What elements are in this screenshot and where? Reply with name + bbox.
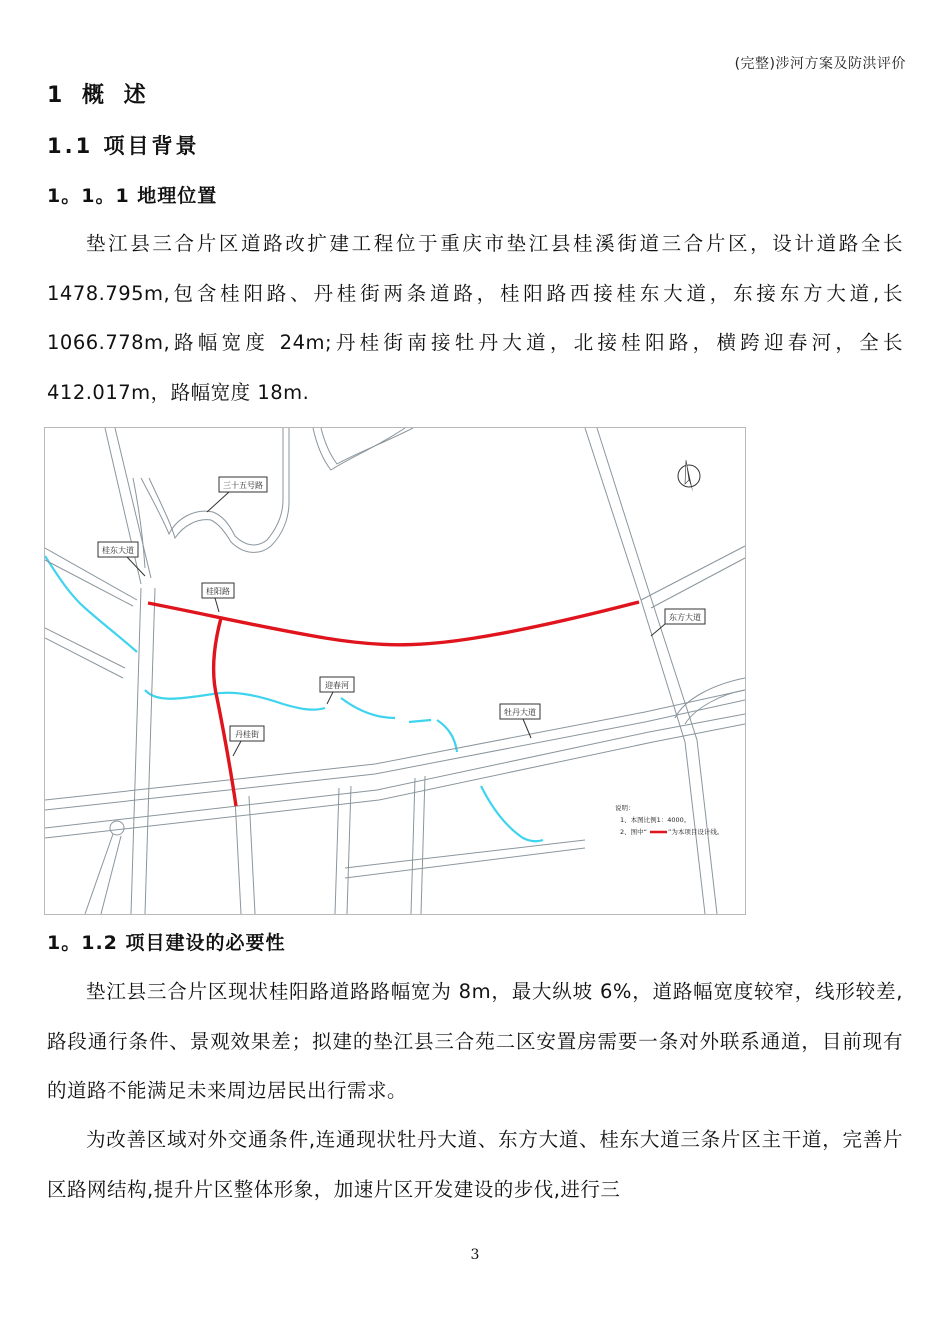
north-arrow-icon [678,460,700,492]
subsection-heading-location: 1。1。1 地理位置 [47,185,218,207]
label-road-35: 三十五号路 [223,481,263,490]
notes-legend-prefix: 2、图中“ [620,828,648,836]
map-notes [615,803,723,836]
location-map [44,427,746,915]
page-number: 3 [470,1247,480,1263]
paragraph-location: 垫江县三合片区道路改扩建工程位于重庆市垫江县桂溪街道三合片区，设计道路全长 1478.795m,包含桂阳路、丹桂街两条道路，桂阳路西接桂东大道，东接东方大道,长 1066.778m,路幅宽度 24m;丹桂街南接牡丹大道，北接桂阳路，横跨迎春河，全长 412.017m，路幅宽度 18m. [47,232,903,404]
label-yingchun-river: 迎春河 [325,681,349,690]
document-header-title: (完整)涉河方案及防洪评价 [734,56,906,72]
notes-legend-suffix: ”为本项目设计线。 [668,828,724,836]
subsection-heading-necessity: 1。1.2 项目建设的必要性 [47,932,286,954]
paragraph-necessity: 垫江县三合片区现状桂阳路道路路幅宽为 8m，最大纵坡 6%，道路幅宽度较窄，线形较差,路段通行条件、景观效果差；拟建的垫江县三合苑二区安置房需要一条对外联系通道，目前现有的道路不能满足未来周边居民出行需求。 [47,980,903,1102]
label-guidong-avenue: 桂东大道 [102,546,134,555]
section-heading-project-background: 1.1 项目背景 [47,134,200,158]
paragraph-improvement: 为改善区域对外交通条件,连通现状牡丹大道、东方大道、桂东大道三条片区主干道，完善片区路网结构,提升片区整体形象，加速片区开发建设的步伐,进行三 [47,1128,903,1201]
design-line-dangui [214,618,236,806]
design-line-guiyang [148,602,639,645]
label-dongfang-avenue: 东方大道 [669,613,701,622]
label-dangui-street: 丹桂街 [235,730,259,739]
road-network [45,428,745,914]
label-mudan-avenue: 牡丹大道 [504,708,536,717]
label-guiyang-road: 桂阳路 [206,587,230,596]
map-labels [98,477,705,756]
notes-title: 说明： [615,804,635,812]
notes-scale: 1、本图比例1：4000。 [620,816,691,824]
chapter-heading: 1 概 述 [47,83,152,108]
